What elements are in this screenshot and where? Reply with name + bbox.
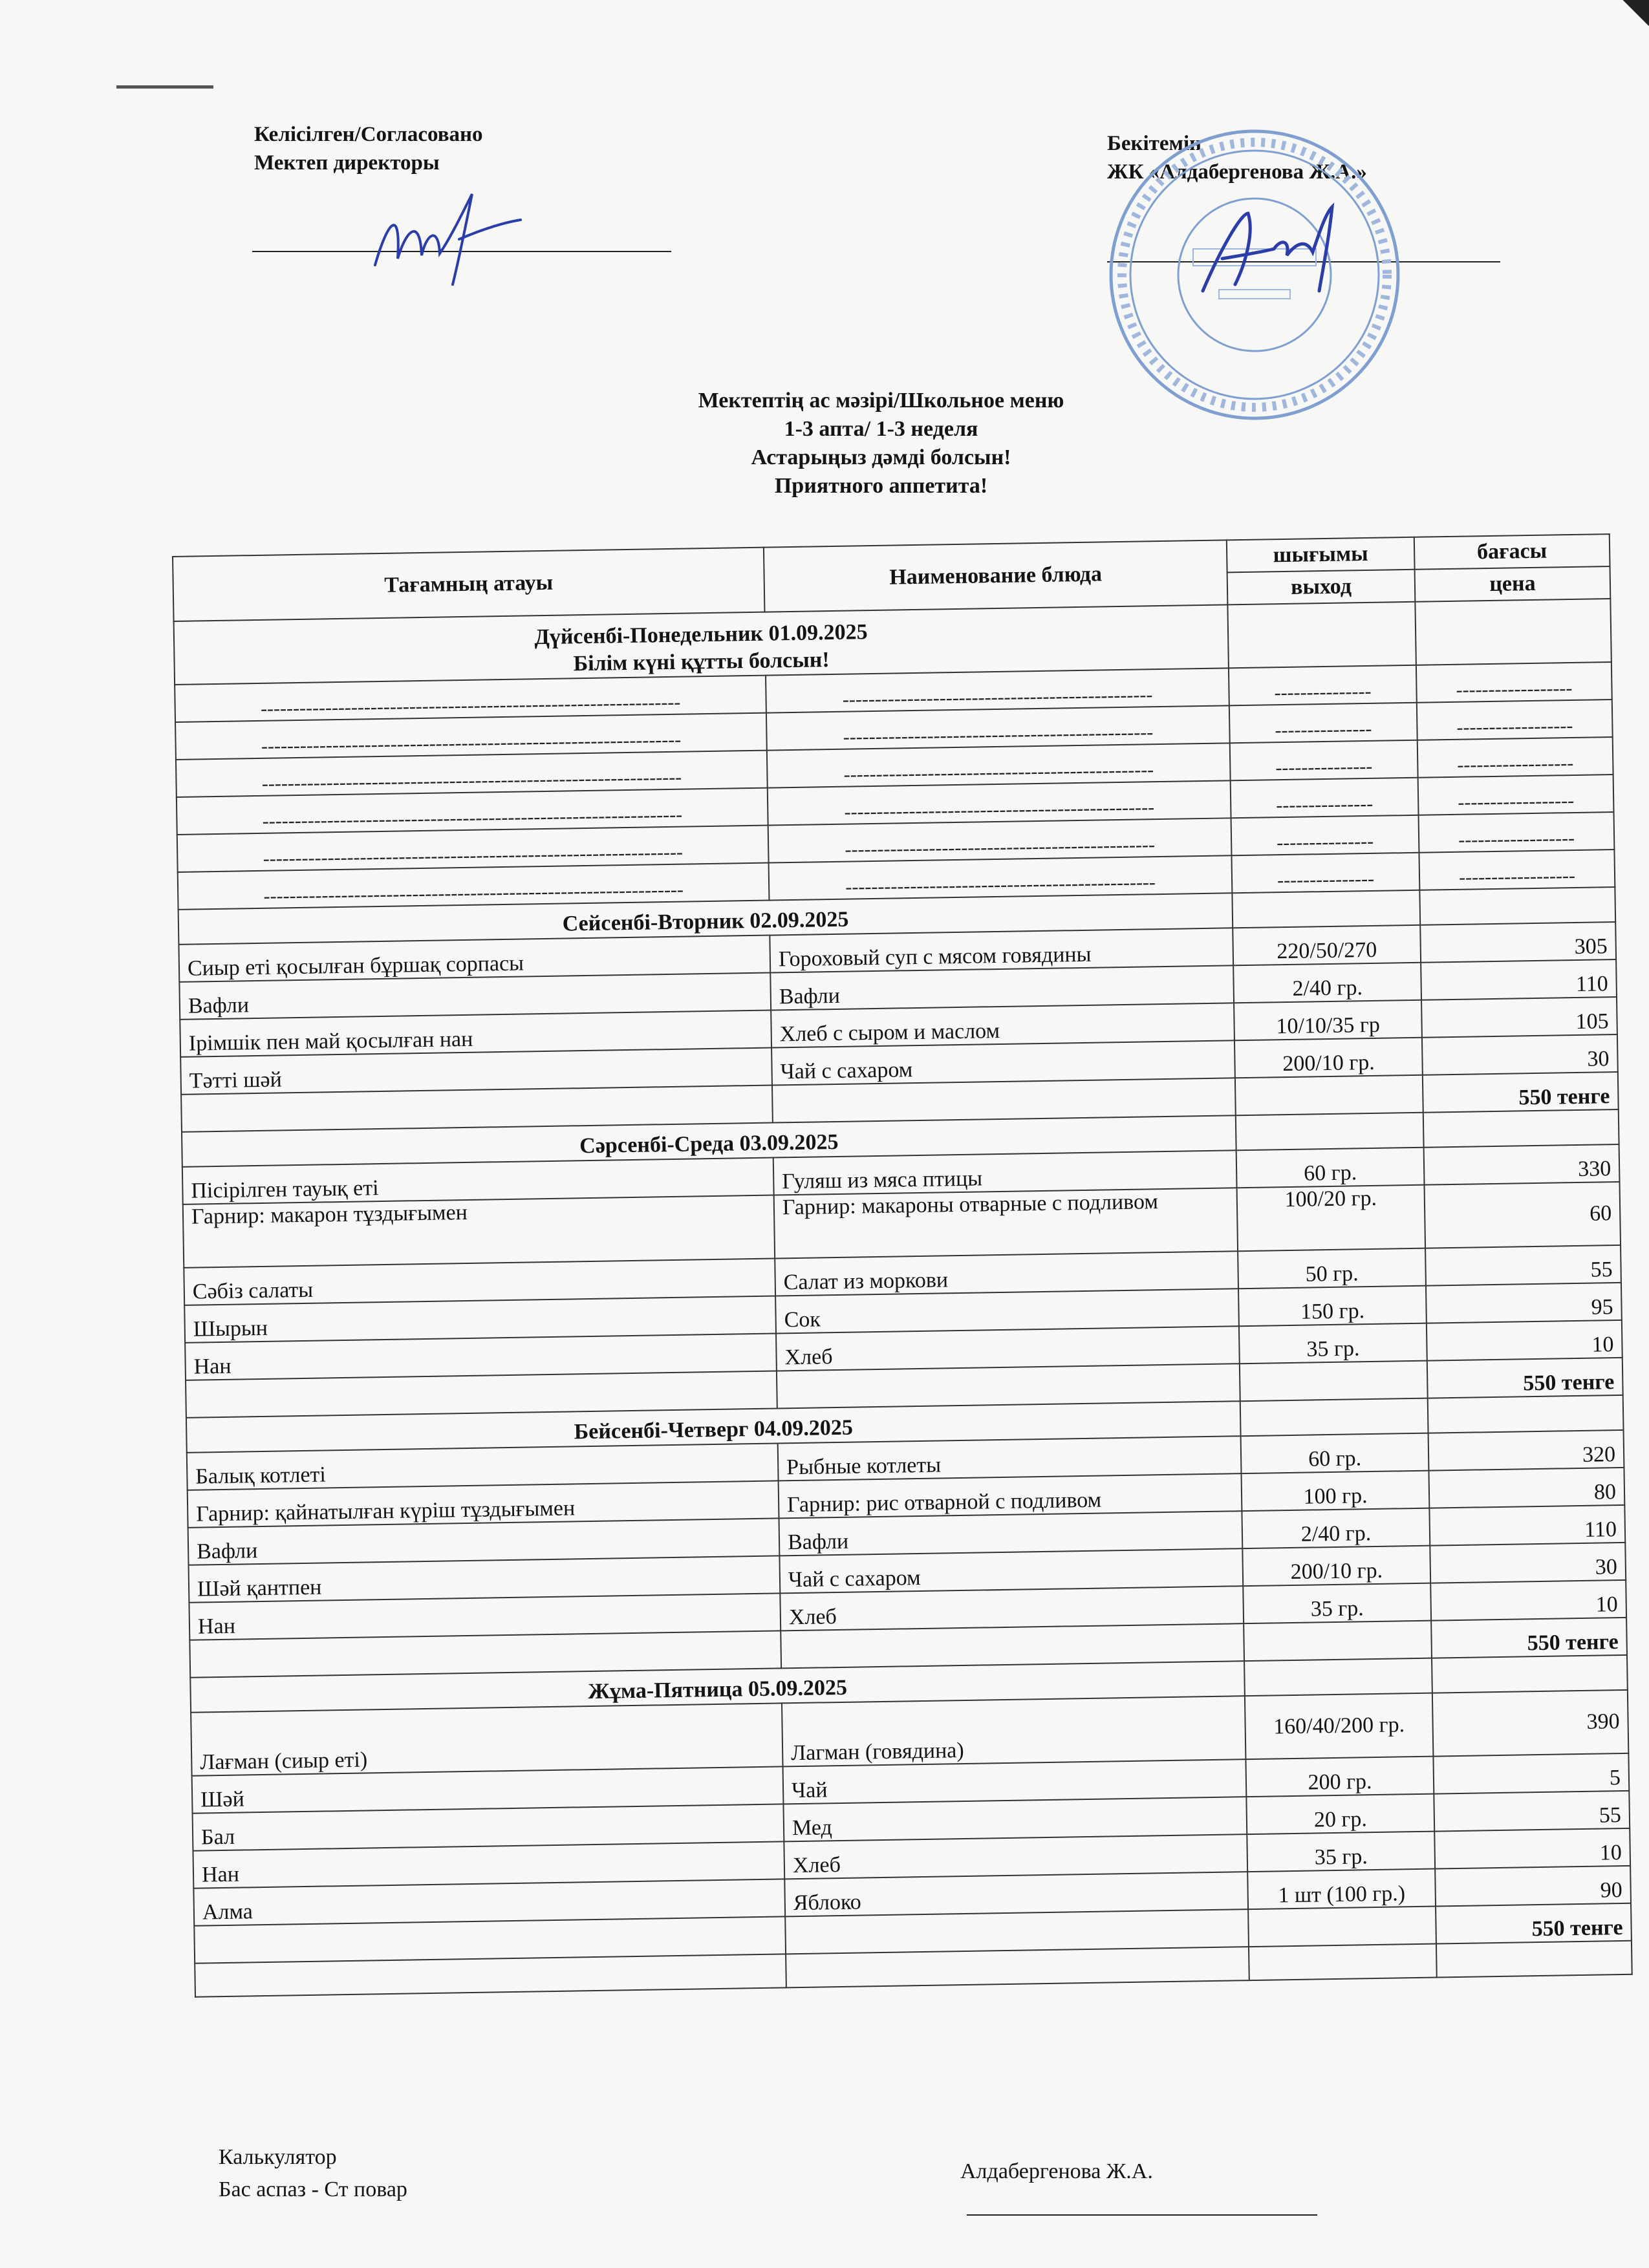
dash-cell: ------------------ [1419,812,1615,853]
page-title [0,387,1649,500]
dish-price: 110 [1429,1505,1625,1546]
col-header-price-ru: цена [1415,566,1611,602]
day-total: 550 тенге [1427,1358,1623,1398]
day-total: 550 тенге [1436,1903,1632,1944]
dish-kz: Нан [185,1333,777,1380]
dish-output: 160/40/200 гр. [1245,1693,1434,1760]
title-line-3: Астарыңыз дәмді болсын! [751,445,1011,469]
dish-kz: Вафли [179,973,771,1020]
dish-ru: Салат из моркови [775,1251,1238,1296]
footer-right [960,2156,1153,2188]
dish-price: 55 [1434,1791,1630,1832]
dish-output: 35 гр. [1247,1832,1435,1872]
dash-cell: ------------------ [1418,775,1614,815]
dash-cell: ------------------------------------------------ [766,668,1229,712]
col-header-ru: Наименование блюда [764,540,1227,612]
empty-cell [1240,1361,1428,1402]
dish-ru: Хлеб [776,1326,1240,1371]
dish-kz: Шәй [192,1766,784,1813]
dish-kz: Нан [189,1593,781,1640]
dash-cell: ------------------ [1417,737,1613,778]
dish-output: 20 гр. [1246,1794,1434,1835]
col-header-out-ru: выход [1227,570,1416,605]
dash-cell: --------------- [1231,853,1419,893]
empty-cell [1235,1075,1423,1116]
dish-price: 10 [1430,1580,1626,1621]
empty-cell [1415,599,1611,665]
dish-price: 60 [1425,1182,1621,1248]
dish-ru: Гороховый суп с мясом говядины [770,928,1233,972]
empty-cell [1248,1907,1436,1947]
dish-ru: Мед [783,1797,1247,1841]
dish-kz: Шәй қантпен [189,1556,781,1602]
dish-price: 305 [1420,922,1616,963]
dish-output: 60 гр. [1236,1148,1425,1188]
col-header-out-kz: шығымы [1227,537,1415,573]
director-signature-icon [362,181,530,291]
empty-cell [1236,1113,1424,1151]
col-header-kz: Тағамның атауы [173,548,764,621]
title-line-4: Приятного аппетита! [774,474,988,498]
dash-cell: ------------------------------------------------ [767,743,1231,787]
dish-output: 100/20 гр. [1237,1185,1426,1252]
dish-kz: Сәбіз салаты [184,1258,775,1305]
dish-ru: Хлеб [784,1834,1247,1879]
title-line-2: 1-3 апта/ 1-3 неделя [784,417,978,441]
dish-output: 35 гр. [1239,1323,1427,1364]
day-title: Дүйсенбі-Понедельник 01.09.2025 [534,620,868,650]
dish-output: 200/10 гр. [1242,1546,1430,1587]
dish-kz: Вафли [188,1518,780,1565]
dish-output: 100 гр. [1241,1471,1429,1512]
dish-output: 150 гр. [1238,1286,1427,1327]
empty-cell [1244,1658,1432,1696]
dish-ru: Чай с сахаром [771,1040,1235,1085]
menu-table [172,533,1633,1998]
dish-ru: Яблоко [784,1872,1248,1916]
dish-ru: Гуляш из мяса птицы [773,1150,1237,1195]
day-total: 550 тенге [1431,1618,1627,1658]
dish-ru: Чай [783,1759,1247,1804]
empty-cell [1423,1109,1619,1148]
dish-output: 200/10 гр. [1234,1038,1423,1078]
footer-name: Алдабергенова Ж.А. [960,2159,1153,2183]
dish-output: 10/10/35 гр [1234,1000,1422,1041]
dish-kz: Лағман (сиыр еті) [191,1703,782,1775]
dash-cell: --------------- [1229,703,1417,744]
dish-kz: Сиыр еті қосылған бұршақ сорпасы [178,936,770,982]
day-title: Сәрсенбі-Среда 03.09.2025 [182,1115,1236,1167]
dish-price: 105 [1421,997,1617,1038]
dish-ru: Вафли [770,965,1234,1010]
dish-price: 390 [1432,1690,1629,1757]
dash-cell: ----------------------------------------------------------------- [175,676,766,722]
dish-output: 220/50/270 [1233,925,1421,966]
dash-cell: ------------------------------------------------ [766,705,1230,750]
footer-role-2: Бас аспаз - Ст повар [219,2177,407,2201]
dish-ru: Хлеб [780,1586,1244,1631]
dish-ru: Рыбные котлеты [778,1436,1242,1481]
dash-cell: --------------- [1231,815,1419,856]
dish-price: 330 [1424,1144,1620,1185]
col-header-price-kz: бағасы [1414,534,1610,570]
dash-cell: ----------------------------------------------------------------- [176,751,768,797]
dash-cell: ------------------ [1419,850,1615,890]
empty-cell [1249,1944,1437,1981]
dish-output: 50 гр. [1238,1248,1426,1289]
dash-cell: ------------------ [1417,700,1613,740]
dash-cell: ----------------------------------------------------------------- [175,713,767,760]
dash-cell: ----------------------------------------------------------------- [178,863,770,910]
dash-cell: ------------------------------------------------ [769,855,1233,900]
empty-cell [1240,1398,1428,1437]
approved-title: Келісілген/Согласовано [254,123,483,146]
dish-output: 2/40 гр. [1242,1508,1430,1549]
dish-price: 10 [1427,1320,1622,1361]
dish-kz: Шырын [184,1296,776,1342]
dish-price: 5 [1433,1753,1629,1794]
day-title: Жұма-Пятница 05.09.2025 [190,1661,1245,1713]
dish-kz: Гарнир: макарон тұздығымен [183,1195,775,1268]
dish-price: 55 [1425,1245,1621,1286]
day-title: Бейсенбі-Четверг 04.09.2025 [186,1401,1241,1453]
dish-kz: Бал [193,1804,784,1850]
dash-cell: --------------- [1229,665,1417,706]
dish-price: 110 [1421,959,1617,1000]
dash-cell: ------------------ [1416,662,1612,703]
dish-output: 60 гр. [1241,1433,1429,1474]
dish-output: 200 гр. [1245,1757,1434,1797]
dish-ru: Хлеб с сыром и маслом [771,1003,1234,1047]
footer-signature-line [967,2214,1317,2216]
dash-cell: ----------------------------------------------------------------- [177,788,768,835]
title-line-1: Мектептің ас мәзірі/Школьное меню [698,389,1064,412]
dish-output: 2/40 гр. [1233,963,1421,1003]
day-note: Білім күні құтты болсын! [573,648,830,676]
dash-cell: ----------------------------------------------------------------- [177,826,769,872]
dash-cell: --------------- [1230,740,1418,781]
day-total: 550 тенге [1423,1072,1619,1113]
scan-corner-mark [1610,0,1649,26]
empty-cell [1436,1941,1632,1978]
dish-output: 1 шт (100 гр.) [1247,1869,1436,1910]
dish-price: 320 [1428,1430,1624,1471]
empty-cell [1432,1655,1628,1693]
dish-kz: Нан [193,1841,784,1888]
dish-kz: Гарнир: қайнатылған күріш тұздығымен [188,1481,779,1527]
confirm-title: Бекітемін [1107,132,1202,155]
dish-ru: Гарнир: макароны отварные с подливом [774,1188,1238,1258]
dish-output: 35 гр. [1243,1583,1431,1624]
dish-ru: Чай с сахаром [779,1548,1243,1593]
dish-ru: Сок [775,1289,1239,1333]
dish-kz: Балық котлеті [187,1443,779,1490]
approval-block [254,120,483,177]
empty-cell [1419,887,1615,925]
handwritten-signature-icon [1183,194,1352,310]
approved-role: Мектеп директоры [254,151,440,175]
dish-ru: Вафли [779,1511,1242,1556]
dash-cell: ------------------------------------------------ [768,818,1232,862]
day-title: Сейсенбі-Вторник 02.09.2025 [178,893,1233,945]
dish-price: 30 [1422,1034,1618,1075]
empty-cell [1244,1621,1432,1662]
empty-cell [1428,1395,1624,1433]
footer-role-1: Калькулятор [219,2145,337,2169]
dish-price: 95 [1426,1283,1622,1323]
scan-top-mark [116,85,213,89]
dish-ru: Лагман (говядина) [782,1696,1245,1766]
dish-ru: Гарнир: рис отварной с подливом [779,1473,1242,1518]
dash-cell: --------------- [1231,778,1419,818]
dish-price: 90 [1435,1866,1631,1907]
dish-price: 80 [1428,1468,1624,1508]
dash-cell: ------------------------------------------------ [768,780,1231,825]
confirm-org: ЖК «Алдабергенова Ж.А.» [1107,160,1367,184]
dish-kz: Пісірілген тауық еті [182,1158,774,1204]
dish-kz: Тәтті шәй [180,1048,772,1095]
dish-kz: Ірімшік пен май қосылған нан [180,1011,771,1057]
footer-left [219,2141,407,2206]
empty-cell [1227,602,1416,669]
dish-price: 10 [1434,1828,1630,1869]
dish-kz: Алма [193,1879,785,1925]
empty-cell [786,1947,1249,1987]
dish-price: 30 [1430,1543,1626,1583]
empty-cell [1232,890,1420,928]
